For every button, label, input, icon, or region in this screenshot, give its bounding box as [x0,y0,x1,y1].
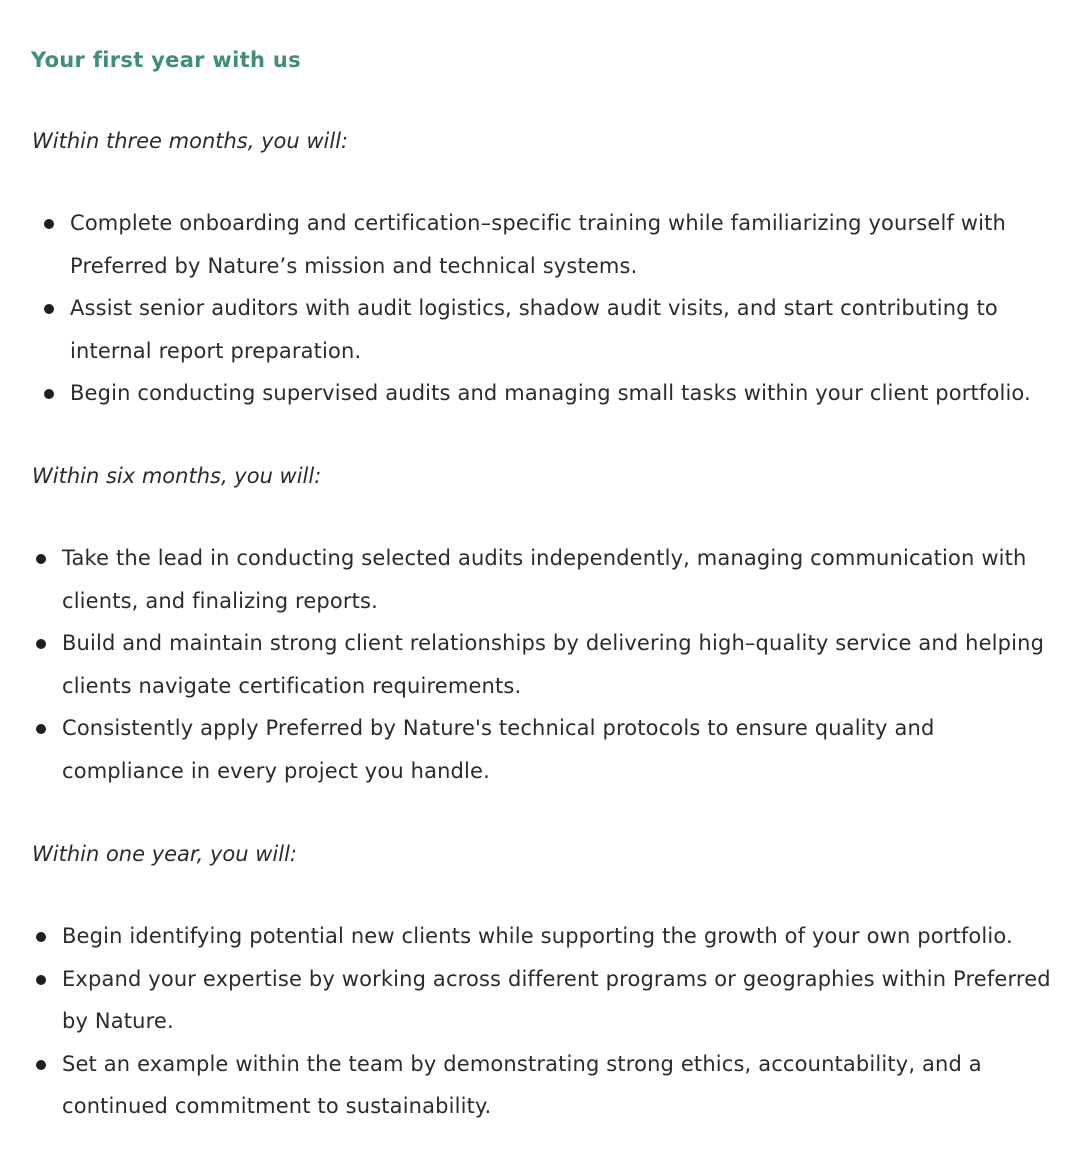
list-item [62,707,1080,792]
list-item [70,202,1080,287]
bullet-icon [36,932,46,942]
bullet-icon [36,554,46,564]
list-item [70,372,1080,415]
list-item-text: Set an example within the team by demonstrating strong ethics, accountability, and a continued commitment to sustainability. [62,1051,982,1118]
list-item [62,958,1080,1043]
bullet-icon [36,639,46,649]
section-title-six-months: Within six months, you will: [32,464,322,488]
section-title-three-months: Within three months, you will: [32,129,349,153]
list-item-text: Complete onboarding and certification–specific training while familiarizing yourself with Preferred by Nature’s mission and technical systems. [70,211,1006,278]
six-months-list [62,537,1080,792]
bullet-icon [36,724,46,734]
list-item-text: Begin identifying potential new clients while supporting the growth of your own portfolio. [62,924,1013,948]
bullet-icon [44,389,54,399]
page-title: Your first year with us [31,48,301,72]
list-item [62,915,1080,958]
list-item [62,1043,1080,1128]
list-item-text: Take the lead in conducting selected audits independently, managing communication with clients, and finalizing reports. [62,546,1027,613]
list-item-text: Begin conducting supervised audits and managing small tasks within your client portfolio. [70,381,1031,405]
list-item-text: Assist senior auditors with audit logistics, shadow audit visits, and start contributing to internal report preparation. [70,296,998,363]
list-item-text: Expand your expertise by working across different programs or geographies within Preferred by Nature. [62,966,1051,1033]
list-item [62,622,1080,707]
list-item-text: Build and maintain strong client relationships by delivering high–quality service and helping clients navigate certification requirements. [62,631,1045,698]
bullet-icon [44,304,54,314]
one-year-list [62,915,1080,1128]
bullet-icon [36,1060,46,1070]
bullet-icon [44,219,54,229]
three-months-list [70,202,1080,415]
list-item [62,537,1080,622]
list-item-text: Consistently apply Preferred by Nature's technical protocols to ensure quality and compliance in every project you handle. [62,716,935,783]
bullet-icon [36,975,46,985]
list-item [70,287,1080,372]
section-title-one-year: Within one year, you will: [32,842,298,866]
